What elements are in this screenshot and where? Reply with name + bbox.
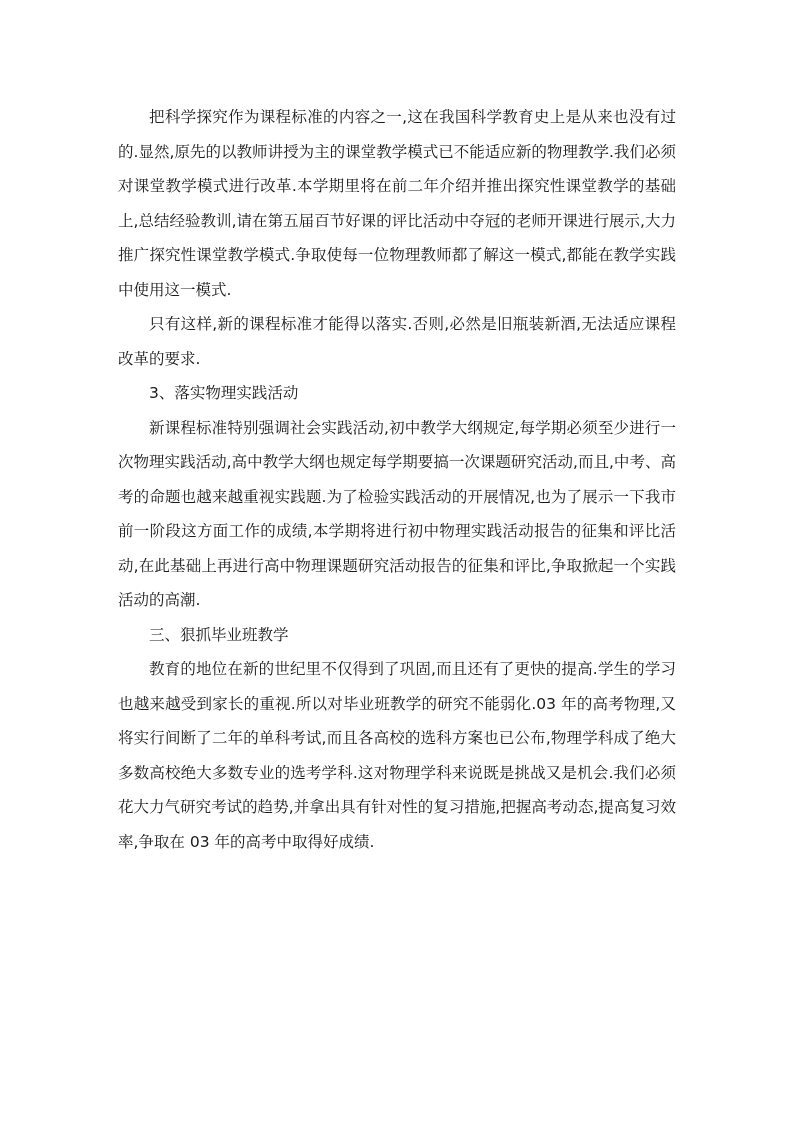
section-heading-practice-activities: 3、落实物理实践活动 [149, 384, 299, 402]
document-body [118, 100, 676, 859]
paragraph-graduating-class: 教育的地位在新的世纪里不仅得到了巩固,而且还有了更快的提高.学生的学习也越来越受到家长的重视.所以对毕业班教学的研究不能弱化.03 年的高考物理,又将实行间断了二年的单科考试,而且各高校的选科方案也已公布,物理学科成了绝大多数高校绝大多数专业的选考学科.这对物理学科来说既是挑战又是机会.我们必须花大力气研究考试的趋势,并拿出具有针对性的复习措施,把握高考动态,提高复习效率,争取在 03 年的高考中取得好成绩. [118, 660, 676, 851]
paragraph-practice-activities: 新课程标准特别强调社会实践活动,初中教学大纲规定,每学期必须至少进行一次物理实践活动,高中教学大纲也规定每学期要搞一次课题研究活动,而且,中考、高考的命题也越来越重视实践题.为了检验实践活动的开展情况,也为了展示一下我市前一阶段这方面工作的成绩,本学期将进行初中物理实践活动报告的征集和评比活动,在此基础上再进行高中物理课题研究活动报告的征集和评比,争取掀起一个实践活动的高潮. [118, 418, 676, 609]
paragraph-curriculum-standard: 只有这样,新的课程标准才能得以落实.否则,必然是旧瓶装新酒,无法适应课程改革的要求. [118, 315, 676, 368]
section-heading-graduating-class: 三、狠抓毕业班教学 [149, 625, 289, 644]
paragraph-inquiry-teaching: 把科学探究作为课程标准的内容之一,这在我国科学教育史上是从来也没有过的.显然,原先的以教师讲授为主的课堂教学模式已不能适应新的物理教学.我们必须对课堂教学模式进行改革.本学期里将在前二年介绍并推出探究性课堂教学的基础上,总结经验教训,请在第五届百节好课的评比活动中夺冠的老师开课进行展示,大力推广探究性课堂教学模式.争取使每一位物理教师都了解这一模式,都能在教学实践中使用这一模式. [118, 108, 676, 299]
